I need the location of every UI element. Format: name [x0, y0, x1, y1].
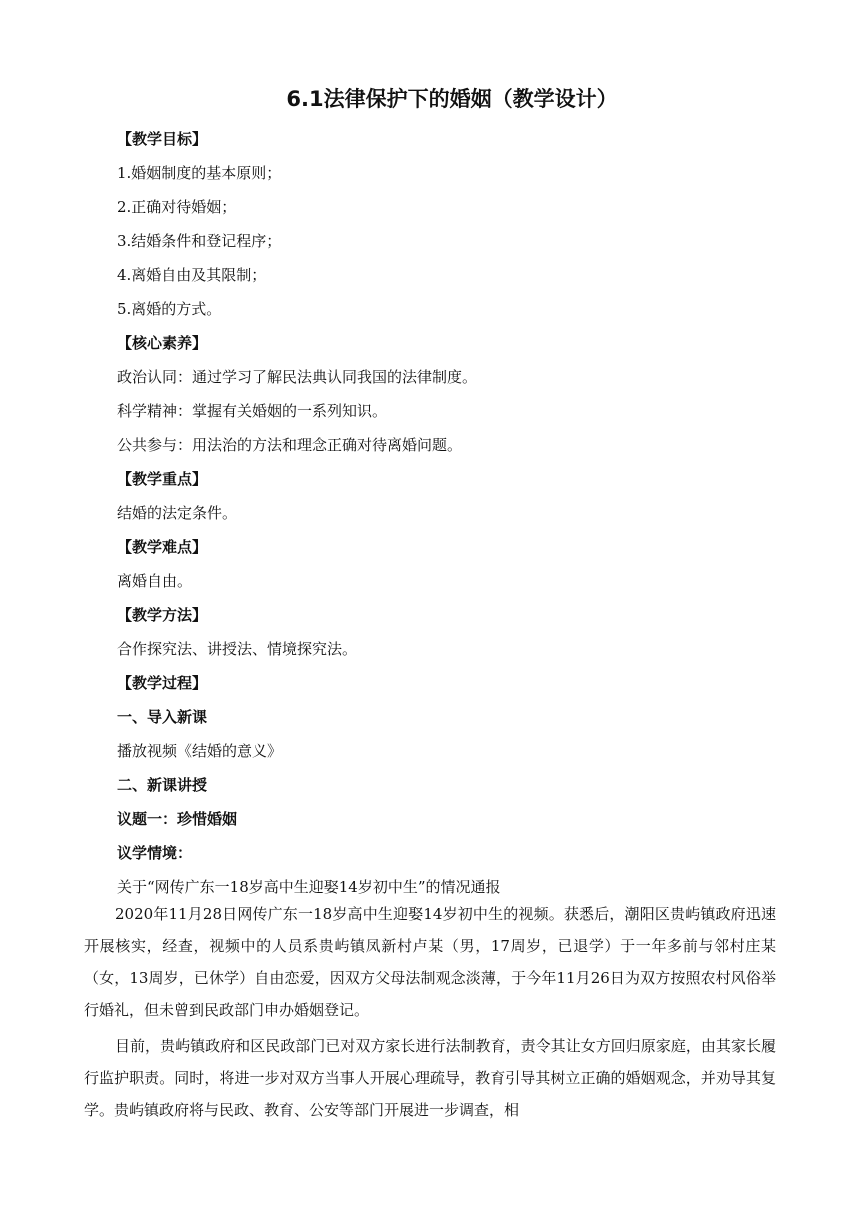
literacy-item: 科学精神：掌握有关婚姻的一系列知识。 — [117, 402, 388, 420]
objective-item: 4.离婚自由及其限制； — [117, 266, 267, 284]
section-heading-key: 【教学重点】 — [117, 470, 208, 488]
report-paragraph-1: 2020年11月28日网传广东一18岁高中生迎娶14岁初中生的视频。获悉后，潮阳区贵屿镇政府迅速开展核实，经查，视频中的人员系贵屿镇凤新村卢某（男，17周岁，已退学）于一年多前与邻村庄某（女，13周岁，已休学）自由恋爱，因双方父母法制观念淡薄，于今年11月26日为双方按照农村风俗举行婚礼，但未曾到民政部门申办婚姻登记。 — [84, 905, 776, 1019]
section-heading-literacy: 【核心素养】 — [117, 334, 208, 352]
document-body — [117, 122, 777, 904]
literacy-item: 公共参与：用法治的方法和理念正确对待离婚问题。 — [117, 436, 463, 454]
document-title: 6.1法律保护下的婚姻（教学设计） — [286, 87, 618, 111]
key-point-text: 结婚的法定条件。 — [117, 504, 238, 522]
objective-item: 1.婚姻制度的基本原则； — [117, 164, 282, 182]
difficulty-text: 离婚自由。 — [117, 572, 193, 590]
report-title: 关于“网传广东一18岁高中生迎娶14岁初中生”的情况通报 — [117, 878, 501, 896]
section-heading-process: 【教学过程】 — [117, 674, 208, 692]
step-heading-intro: 一、导入新课 — [117, 708, 208, 726]
objective-item: 2.正确对待婚姻； — [117, 198, 237, 216]
section-heading-difficulty: 【教学难点】 — [117, 538, 208, 556]
section-heading-objectives: 【教学目标】 — [117, 130, 208, 148]
section-heading-method: 【教学方法】 — [117, 606, 208, 624]
objective-item: 3.结婚条件和登记程序； — [117, 232, 282, 250]
step-heading-lecture: 二、新课讲授 — [117, 776, 208, 794]
step-intro-text: 播放视频《结婚的意义》 — [117, 742, 283, 760]
topic-heading: 议题一：珍惜婚姻 — [117, 810, 238, 828]
situation-heading: 议学情境： — [117, 844, 193, 862]
report-paragraph-2: 目前，贵屿镇政府和区民政部门已对双方家长进行法制教育，责令其让女方回归原家庭，由其家长履行监护职责。同时，将进一步对双方当事人开展心理疏导，教育引导其树立正确的婚姻观念，并劝导其复学。贵屿镇政府将与民政、教育、公安等部门开展进一步调查，相 — [84, 1037, 776, 1119]
method-text: 合作探究法、讲授法、情境探究法。 — [117, 640, 358, 658]
literacy-item: 政治认同：通过学习了解民法典认同我国的法律制度。 — [117, 368, 478, 386]
objective-item: 5.离婚的方式。 — [117, 300, 222, 318]
